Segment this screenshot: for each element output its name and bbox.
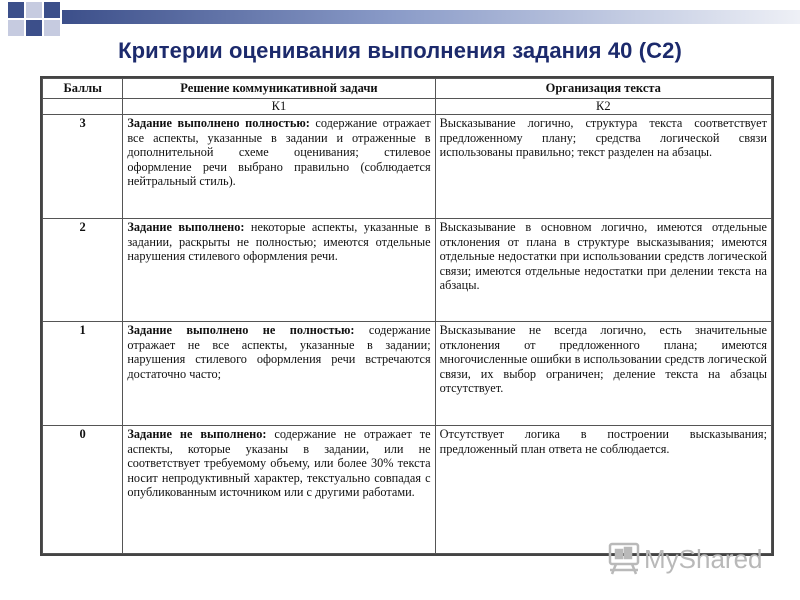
table-row [43,115,772,219]
table-subheader-row [43,99,772,115]
score-cell: 1 [43,322,123,426]
k1-verdict: Задание выполнено полностью: [127,116,310,130]
k1-description: некоторые аспекты, указанные в задании, раскрыты не полностью; имеются отдельные нарушения стилевого оформления речи. [127,220,431,263]
column-header-k2: Организация текста [435,79,771,99]
criteria-table [40,76,774,556]
k2-cell: Высказывание в основном логично, имеются отдельные отклонения от плана в структуре высказывания; имеются отдельные недостатки при использовании средств логической связи; имеются отдельные недостатки при делении текста на абзацы. [435,219,771,322]
k2-cell: Отсутствует логика в построении высказывания; предложенный план ответа не соблюдается. [435,426,771,554]
k1-cell [123,219,435,322]
subheader-k2: К2 [435,99,771,115]
k1-verdict: Задание не выполнено: [127,427,267,441]
score-cell: 2 [43,219,123,322]
k1-verdict: Задание выполнено: [127,220,245,234]
k2-cell: Высказывание логично, структура текста соответствует предложенному плану; средства логической связи использованы правильно; текст разделен на абзацы. [435,115,771,219]
k1-verdict: Задание выполнено не полностью: [127,323,355,337]
score-cell: 0 [43,426,123,554]
k1-description: содержание отражает все аспекты, указанные в задании и отраженные в дополнительной схеме оценивания; стилевое оформление речи выбрано правильно (соблюдается нейтральный стиль). [127,116,431,188]
table-row [43,322,772,426]
k1-cell [123,322,435,426]
column-header-k1: Решение коммуникативной задачи [123,79,435,99]
table-row [43,426,772,554]
table-row [43,219,772,322]
k1-cell [123,115,435,219]
k2-cell: Высказывание не всегда логично, есть значительные отклонения от предложенного плана; имеются многочисленные ошибки в использовании средств логической связи, их выбор ограничен; деление текста на абзацы отсутствует. [435,322,771,426]
subheader-score [43,99,123,115]
svg-text:MyShared: MyShared [644,544,763,574]
k1-cell [123,426,435,554]
score-cell: 3 [43,115,123,219]
page-title: Критерии оценивания выполнения задания 40 (С2) [118,38,682,63]
column-header-score: Баллы [43,79,123,99]
subheader-k1: К1 [123,99,435,115]
k1-description: содержание не отражает те аспекты, которые указаны в задании, или не соответствует требуемому объему, или более 30% текста носит непродуктивный характер, текстуально совпадая с опубликованным источником или с другими работами. [127,427,431,499]
table-header-row [43,79,772,99]
k1-description: содержание отражает не все аспекты, указанные в задании; нарушения стилевого оформления речи встречаются достаточно часто; [127,323,431,381]
myshared-watermark-logo [606,536,776,580]
